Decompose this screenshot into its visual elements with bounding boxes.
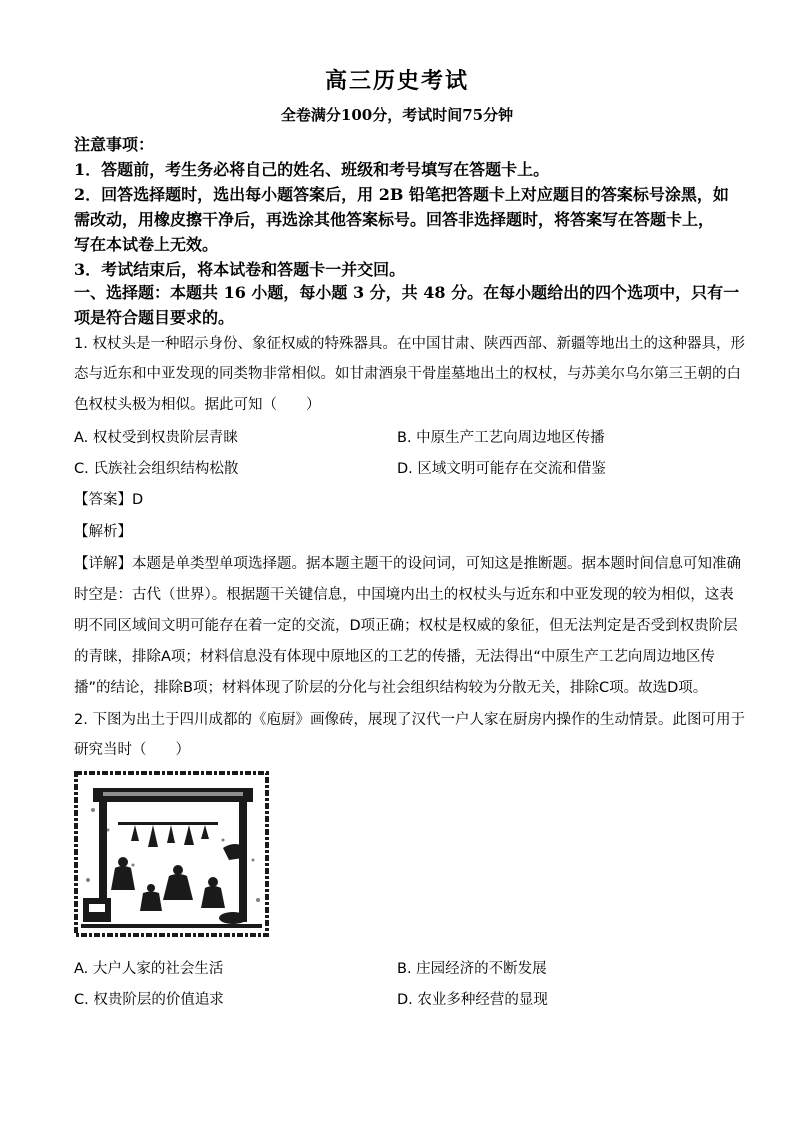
question-2-option-c: C. 权贵阶层的价值追求 (74, 992, 224, 1008)
section-heading-line: 一、选择题：本题共 16 小题，每小题 3 分，共 48 分。在每小题给出的四个选项中，只有一 (74, 283, 740, 302)
question-1-option-b: B. 中原生产工艺向周边地区传播 (397, 430, 605, 446)
analysis-label: 【解析】 (74, 524, 132, 540)
question-2-option-a: A. 大户人家的社会生活 (74, 961, 224, 977)
section-heading-line: 项是符合题目要求的。 (74, 308, 235, 327)
question-2-stem-line: 研究当时（ ） (74, 742, 190, 758)
notice-heading: 注意事项： (74, 135, 155, 154)
analysis-detail-line: 【详解】本题是单类型单项选择题。据本题主题干的设问词，可知这是推断题。据本题时间信息可知准确 (74, 556, 741, 572)
notice-line: 2．回答选择题时，选出每小题答案后，用 2B 铅笔把答题卡上对应题目的答案标号涂黑，如 (74, 185, 729, 204)
analysis-detail-line: 时空是：古代（世界）。根据题干关键信息，中国境内出土的权杖头与近东和中亚发现的较为相似，这表 (74, 587, 734, 603)
analysis-detail-line: 播”的结论，排除B项；材料体现了阶层的分化与社会组织结构较为分散无关，排除C项。故选D项。 (74, 680, 708, 696)
question-1-option-d: D. 区域文明可能存在交流和借鉴 (397, 461, 606, 477)
question-1-stem-line: 色权杖头极为相似。据此可知（ ） (74, 397, 321, 413)
answer-line (74, 488, 143, 509)
answer-label: 【答案】 (74, 492, 132, 508)
question-1-stem-line: 1. 权杖头是一种昭示身份、象征权威的特殊器具。在中国甘肃、陕西西部、新疆等地出土的这种器具，形 (74, 336, 745, 352)
kitchen-brick-relief-image (73, 770, 270, 938)
notice-line: 3．考试结束后，将本试卷和答题卡一并交回。 (74, 260, 406, 279)
question-2-option-d: D. 农业多种经营的显现 (397, 992, 548, 1008)
notice-line: 需改动，用橡皮擦干净后，再选涂其他答案标号。回答非选择题时，将答案写在答题卡上， (74, 210, 715, 229)
page-title: 高三历史考试 (324, 68, 469, 94)
analysis-detail-line: 的青睐，排除A项；材料信息没有体现中原地区的工艺的传播，无法得出“中原生产工艺向周边地区传 (74, 649, 715, 665)
analysis-detail-line: 明不同区域间文明可能存在着一定的交流，D项正确；权杖是权威的象征，但无法判定是否受到权贵阶层 (74, 618, 738, 634)
answer-value: D (132, 492, 144, 508)
question-1-stem-line: 态与近东和中亚发现的同类物非常相似。如甘肃酒泉干骨崖墓地出土的权杖，与苏美尔乌尔第三王朝的白 (74, 366, 741, 382)
question-2-stem-line: 2. 下图为出土于四川成都的《庖厨》画像砖，展现了汉代一户人家在厨房内操作的生动情景。此图可用于 (74, 712, 745, 728)
notice-line: 写在本试卷上无效。 (74, 235, 219, 254)
question-1-option-a: A. 权杖受到权贵阶层青睐 (74, 430, 238, 446)
question-1-option-c: C. 氏族社会组织结构松散 (74, 461, 239, 477)
question-2-option-b: B. 庄园经济的不断发展 (397, 961, 547, 977)
page-subtitle: 全卷满分100分，考试时间75分钟 (280, 106, 514, 124)
notice-line: 1．答题前，考生务必将自己的姓名、班级和考号填写在答题卡上。 (74, 160, 550, 179)
